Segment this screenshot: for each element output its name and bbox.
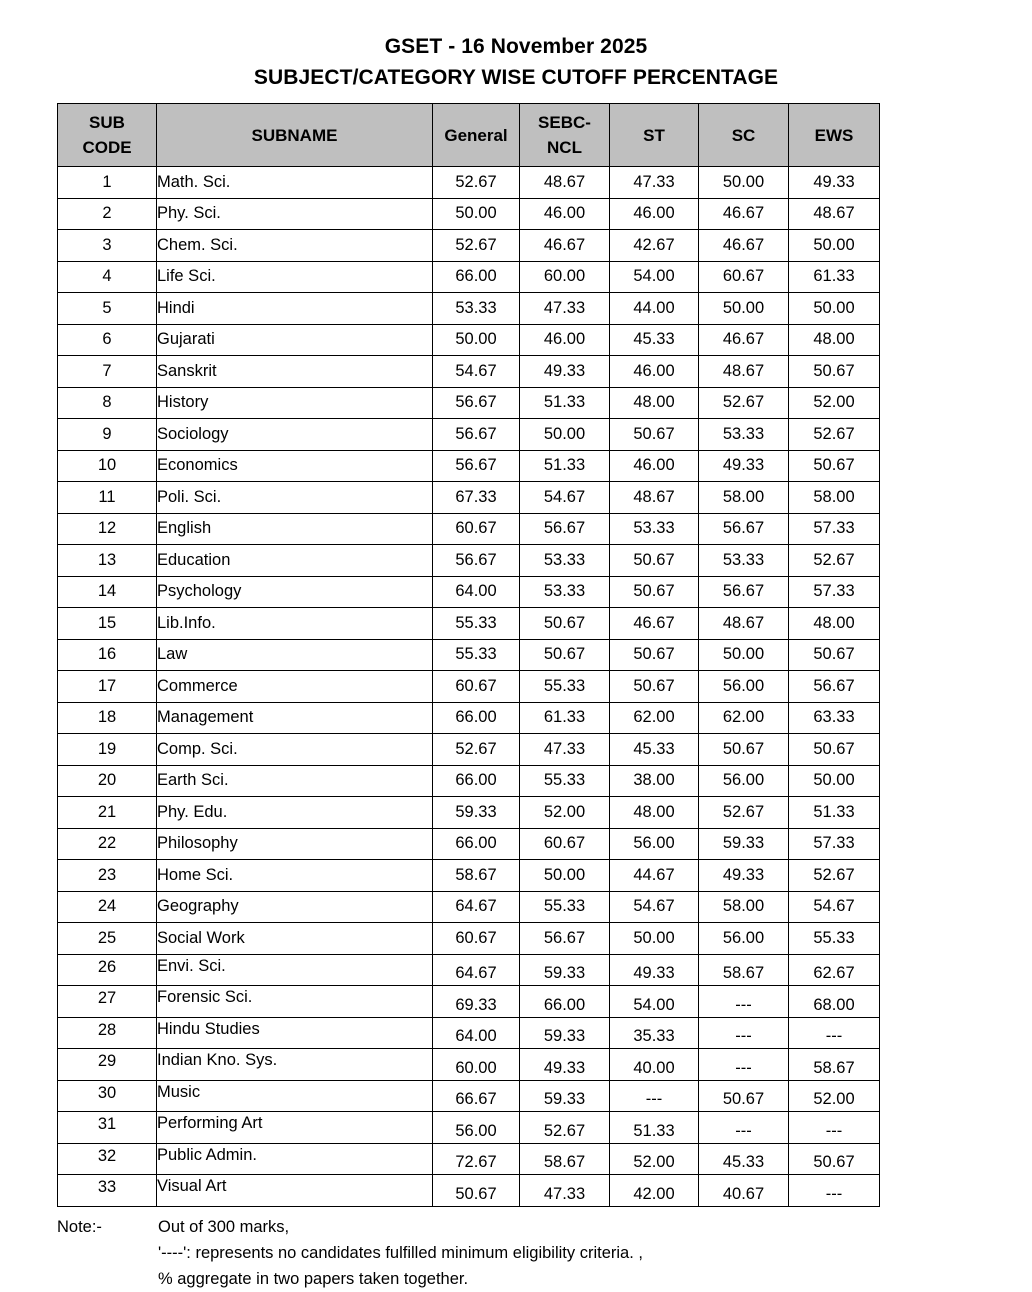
table-row (58, 167, 880, 199)
column-header-sebc-ncl-line2: NCL (547, 138, 582, 157)
cell-sub-code: 7 (58, 356, 157, 388)
cell-subname: Home Sci. (157, 860, 433, 892)
cell-general: 56.67 (433, 450, 520, 482)
page-title-subtitle: SUBJECT/CATEGORY WISE CUTOFF PERCENTAGE (253, 66, 779, 89)
table-header (58, 104, 880, 167)
cell-sub-code: 20 (58, 765, 157, 797)
table-row (58, 1175, 880, 1207)
cell-subname: Chem. Sci. (157, 230, 433, 262)
cell-sebc-ncl: 59.33 (520, 954, 610, 986)
cell-ews: 50.00 (789, 230, 880, 262)
table-row (58, 1080, 880, 1112)
cell-subname: Psychology (157, 576, 433, 608)
cell-sebc-ncl: 50.67 (520, 639, 610, 671)
note-text-marks: Out of 300 marks, (158, 1217, 290, 1236)
cell-sebc-ncl: 66.00 (520, 986, 610, 1018)
table-header-row (58, 104, 880, 167)
column-header-sebc-ncl-line1: SEBC- (538, 113, 591, 132)
cell-sc: 53.33 (699, 419, 789, 451)
cell-ews: 50.67 (789, 450, 880, 482)
cell-sebc-ncl: 60.00 (520, 261, 610, 293)
cell-ews: 57.33 (789, 513, 880, 545)
table-row (58, 797, 880, 829)
cell-sc: 46.67 (699, 324, 789, 356)
cell-sub-code: 27 (58, 986, 157, 1018)
cell-sc: 50.00 (699, 639, 789, 671)
cell-subname: History (157, 387, 433, 419)
cell-general: 67.33 (433, 482, 520, 514)
cell-ews: 54.67 (789, 891, 880, 923)
table-row (58, 1143, 880, 1175)
note-row (57, 1240, 957, 1266)
table-row (58, 324, 880, 356)
cell-sebc-ncl: 55.33 (520, 891, 610, 923)
cell-general: 55.33 (433, 639, 520, 671)
table-body (58, 167, 880, 1207)
cell-subname: Earth Sci. (157, 765, 433, 797)
cell-sc: 46.67 (699, 230, 789, 262)
cell-sebc-ncl: 55.33 (520, 671, 610, 703)
cell-sc: --- (699, 1112, 789, 1144)
cell-st: 53.33 (610, 513, 699, 545)
cell-sc: 49.33 (699, 450, 789, 482)
cell-st: 38.00 (610, 765, 699, 797)
table-row (58, 356, 880, 388)
cell-sub-code: 22 (58, 828, 157, 860)
cell-general: 50.00 (433, 324, 520, 356)
cell-sub-code: 16 (58, 639, 157, 671)
cell-ews: 57.33 (789, 828, 880, 860)
cell-sebc-ncl: 50.67 (520, 608, 610, 640)
cell-sc: 53.33 (699, 545, 789, 577)
cell-sub-code: 8 (58, 387, 157, 419)
cell-st: 52.00 (610, 1143, 699, 1175)
table-row (58, 923, 880, 955)
cell-general: 52.67 (433, 167, 520, 199)
table-row (58, 482, 880, 514)
notes-block (57, 1214, 957, 1292)
cell-sc: --- (699, 986, 789, 1018)
cell-sub-code: 31 (58, 1112, 157, 1144)
cell-st: 42.67 (610, 230, 699, 262)
note-row (57, 1214, 957, 1240)
cell-general: 64.67 (433, 891, 520, 923)
cell-ews: 58.67 (789, 1049, 880, 1081)
cell-st: 54.67 (610, 891, 699, 923)
cell-subname: Gujarati (157, 324, 433, 356)
cell-sebc-ncl: 60.67 (520, 828, 610, 860)
cell-sub-code: 26 (58, 954, 157, 986)
cell-ews: 52.00 (789, 1080, 880, 1112)
cell-sc: 49.33 (699, 860, 789, 892)
cell-st: 50.67 (610, 419, 699, 451)
cell-sub-code: 15 (58, 608, 157, 640)
cell-general: 56.67 (433, 545, 520, 577)
cell-general: 54.67 (433, 356, 520, 388)
cell-sebc-ncl: 55.33 (520, 765, 610, 797)
cell-general: 66.67 (433, 1080, 520, 1112)
cell-st: 45.33 (610, 734, 699, 766)
table-row (58, 1017, 880, 1049)
cell-general: 60.00 (433, 1049, 520, 1081)
cell-st: 62.00 (610, 702, 699, 734)
cell-sc: 56.00 (699, 765, 789, 797)
cell-subname: Math. Sci. (157, 167, 433, 199)
cell-sebc-ncl: 50.00 (520, 860, 610, 892)
cell-subname: Management (157, 702, 433, 734)
table-row (58, 450, 880, 482)
cell-subname: Hindu Studies (157, 1017, 433, 1049)
cell-general: 50.00 (433, 198, 520, 230)
cell-ews: 58.00 (789, 482, 880, 514)
cell-general: 56.67 (433, 387, 520, 419)
cell-subname: Poli. Sci. (157, 482, 433, 514)
cell-sebc-ncl: 52.00 (520, 797, 610, 829)
table-row (58, 419, 880, 451)
cell-st: 46.67 (610, 608, 699, 640)
cell-subname: English (157, 513, 433, 545)
cell-sc: 48.67 (699, 356, 789, 388)
cell-general: 50.67 (433, 1175, 520, 1207)
cell-general: 66.00 (433, 765, 520, 797)
cell-ews: 63.33 (789, 702, 880, 734)
cell-ews: 68.00 (789, 986, 880, 1018)
cell-general: 56.67 (433, 419, 520, 451)
cell-st: 35.33 (610, 1017, 699, 1049)
cell-subname: Social Work (157, 923, 433, 955)
cell-st: 46.00 (610, 198, 699, 230)
cell-sc: 50.00 (699, 167, 789, 199)
cell-ews: --- (789, 1175, 880, 1207)
cell-ews: 52.00 (789, 387, 880, 419)
cell-ews: --- (789, 1017, 880, 1049)
cell-sc: 56.67 (699, 513, 789, 545)
cell-general: 52.67 (433, 230, 520, 262)
cell-subname: Forensic Sci. (157, 986, 433, 1018)
cell-sc: 50.00 (699, 293, 789, 325)
cell-sebc-ncl: 46.00 (520, 324, 610, 356)
cell-subname: Lib.Info. (157, 608, 433, 640)
cell-subname: Geography (157, 891, 433, 923)
cell-st: 42.00 (610, 1175, 699, 1207)
cell-ews: 52.67 (789, 419, 880, 451)
cell-subname: Commerce (157, 671, 433, 703)
cell-general: 64.00 (433, 576, 520, 608)
cell-sub-code: 3 (58, 230, 157, 262)
cell-general: 64.00 (433, 1017, 520, 1049)
cell-sc: 59.33 (699, 828, 789, 860)
cell-st: 48.00 (610, 797, 699, 829)
cell-sebc-ncl: 59.33 (520, 1080, 610, 1112)
cell-sub-code: 21 (58, 797, 157, 829)
cell-sebc-ncl: 54.67 (520, 482, 610, 514)
cell-general: 69.33 (433, 986, 520, 1018)
cell-sc: 52.67 (699, 797, 789, 829)
cell-st: 54.00 (610, 261, 699, 293)
cell-sebc-ncl: 49.33 (520, 1049, 610, 1081)
cell-sub-code: 9 (58, 419, 157, 451)
cell-sc: 48.67 (699, 608, 789, 640)
cell-sc: 45.33 (699, 1143, 789, 1175)
column-header-sub-code (58, 104, 157, 167)
cell-sebc-ncl: 61.33 (520, 702, 610, 734)
table-row (58, 293, 880, 325)
note-text-aggregate: % aggregate in two papers taken together. (158, 1269, 469, 1288)
cell-st: 51.33 (610, 1112, 699, 1144)
cell-ews: 50.67 (789, 1143, 880, 1175)
cell-sub-code: 1 (58, 167, 157, 199)
cell-st: 47.33 (610, 167, 699, 199)
cell-general: 52.67 (433, 734, 520, 766)
cell-sebc-ncl: 49.33 (520, 356, 610, 388)
cell-sub-code: 12 (58, 513, 157, 545)
cell-sebc-ncl: 59.33 (520, 1017, 610, 1049)
cell-ews: 48.00 (789, 608, 880, 640)
cell-sub-code: 18 (58, 702, 157, 734)
table-row (58, 261, 880, 293)
cell-general: 64.67 (433, 954, 520, 986)
cell-sc: 50.67 (699, 1080, 789, 1112)
cell-ews: 51.33 (789, 797, 880, 829)
cell-st: 40.00 (610, 1049, 699, 1081)
cell-st: 50.67 (610, 545, 699, 577)
cell-general: 59.33 (433, 797, 520, 829)
column-header-sebc-ncl (520, 104, 610, 167)
cell-subname: Comp. Sci. (157, 734, 433, 766)
cell-subname: Envi. Sci. (157, 954, 433, 986)
cell-sc: 62.00 (699, 702, 789, 734)
cell-general: 56.00 (433, 1112, 520, 1144)
cell-subname: Phy. Sci. (157, 198, 433, 230)
table-row (58, 986, 880, 1018)
cell-sub-code: 14 (58, 576, 157, 608)
cell-general: 58.67 (433, 860, 520, 892)
cell-sebc-ncl: 56.67 (520, 923, 610, 955)
cell-subname: Life Sci. (157, 261, 433, 293)
cell-sebc-ncl: 50.00 (520, 419, 610, 451)
cell-ews: --- (789, 1112, 880, 1144)
cell-sc: 40.67 (699, 1175, 789, 1207)
cell-st: 48.67 (610, 482, 699, 514)
cell-sc: 56.67 (699, 576, 789, 608)
cell-sc: 50.67 (699, 734, 789, 766)
table-row (58, 671, 880, 703)
cell-st: 49.33 (610, 954, 699, 986)
cell-sc: 60.67 (699, 261, 789, 293)
cell-subname: Indian Kno. Sys. (157, 1049, 433, 1081)
cell-sub-code: 17 (58, 671, 157, 703)
cell-sebc-ncl: 48.67 (520, 167, 610, 199)
cell-sebc-ncl: 58.67 (520, 1143, 610, 1175)
table-row (58, 1112, 880, 1144)
table-row (58, 1049, 880, 1081)
cell-ews: 48.00 (789, 324, 880, 356)
column-header-st: ST (610, 104, 699, 167)
cell-st: 54.00 (610, 986, 699, 1018)
cell-sub-code: 25 (58, 923, 157, 955)
document-titles (0, 0, 1032, 92)
cell-sc: 56.00 (699, 923, 789, 955)
table-row (58, 702, 880, 734)
cell-sub-code: 33 (58, 1175, 157, 1207)
cutoff-table (57, 103, 880, 1207)
table-row (58, 545, 880, 577)
cell-ews: 50.67 (789, 734, 880, 766)
cell-sub-code: 30 (58, 1080, 157, 1112)
cell-st: 50.67 (610, 671, 699, 703)
table-row (58, 387, 880, 419)
table-row (58, 608, 880, 640)
cell-ews: 50.67 (789, 356, 880, 388)
cell-ews: 55.33 (789, 923, 880, 955)
table-row (58, 230, 880, 262)
cell-st: 48.00 (610, 387, 699, 419)
cell-subname: Law (157, 639, 433, 671)
cell-sub-code: 4 (58, 261, 157, 293)
cell-sebc-ncl: 52.67 (520, 1112, 610, 1144)
cell-general: 60.67 (433, 671, 520, 703)
table-row (58, 954, 880, 986)
cell-sebc-ncl: 46.67 (520, 230, 610, 262)
note-text-dashes: '----': represents no candidates fulfilled minimum eligibility criteria. , (158, 1243, 643, 1262)
cell-general: 72.67 (433, 1143, 520, 1175)
cutoff-table-wrapper (57, 103, 872, 1207)
cell-ews: 48.67 (789, 198, 880, 230)
cell-subname: Education (157, 545, 433, 577)
cell-sc: --- (699, 1049, 789, 1081)
table-row (58, 828, 880, 860)
column-header-general: General (433, 104, 520, 167)
cell-general: 66.00 (433, 828, 520, 860)
cell-sub-code: 2 (58, 198, 157, 230)
cell-subname: Philosophy (157, 828, 433, 860)
cell-sc: 52.67 (699, 387, 789, 419)
column-header-sub-code-line1: SUB (89, 113, 125, 132)
cell-sebc-ncl: 47.33 (520, 1175, 610, 1207)
cell-sebc-ncl: 53.33 (520, 576, 610, 608)
cell-subname: Sociology (157, 419, 433, 451)
cell-st: 46.00 (610, 356, 699, 388)
cell-sub-code: 6 (58, 324, 157, 356)
table-row (58, 734, 880, 766)
table-row (58, 576, 880, 608)
column-header-subname: SUBNAME (157, 104, 433, 167)
cell-sc: --- (699, 1017, 789, 1049)
cell-sub-code: 11 (58, 482, 157, 514)
cell-sc: 58.00 (699, 891, 789, 923)
cell-sc: 58.67 (699, 954, 789, 986)
note-label: Note:- (57, 1217, 102, 1236)
cell-sebc-ncl: 51.33 (520, 387, 610, 419)
cell-sub-code: 24 (58, 891, 157, 923)
table-row (58, 891, 880, 923)
cell-ews: 56.67 (789, 671, 880, 703)
cell-general: 66.00 (433, 261, 520, 293)
cell-st: 50.67 (610, 639, 699, 671)
cell-subname: Hindi (157, 293, 433, 325)
cell-subname: Economics (157, 450, 433, 482)
cell-ews: 49.33 (789, 167, 880, 199)
table-row (58, 639, 880, 671)
cell-general: 60.67 (433, 923, 520, 955)
note-row (57, 1266, 957, 1292)
cell-sebc-ncl: 51.33 (520, 450, 610, 482)
cell-subname: Phy. Edu. (157, 797, 433, 829)
cell-st: 45.33 (610, 324, 699, 356)
cell-ews: 50.67 (789, 639, 880, 671)
cell-ews: 52.67 (789, 545, 880, 577)
cell-sub-code: 5 (58, 293, 157, 325)
cell-sub-code: 29 (58, 1049, 157, 1081)
cell-sub-code: 28 (58, 1017, 157, 1049)
cell-sub-code: 13 (58, 545, 157, 577)
cell-sc: 58.00 (699, 482, 789, 514)
cell-subname: Visual Art (157, 1175, 433, 1207)
cell-subname: Music (157, 1080, 433, 1112)
cell-sub-code: 10 (58, 450, 157, 482)
cell-st: --- (610, 1080, 699, 1112)
cell-sub-code: 23 (58, 860, 157, 892)
cell-general: 55.33 (433, 608, 520, 640)
page-title-exam: GSET - 16 November 2025 (384, 35, 648, 58)
cell-general: 60.67 (433, 513, 520, 545)
cell-ews: 57.33 (789, 576, 880, 608)
table-row (58, 860, 880, 892)
cell-subname: Sanskrit (157, 356, 433, 388)
cell-sebc-ncl: 53.33 (520, 545, 610, 577)
cell-sebc-ncl: 47.33 (520, 734, 610, 766)
cell-sub-code: 32 (58, 1143, 157, 1175)
cell-sc: 56.00 (699, 671, 789, 703)
table-row (58, 198, 880, 230)
cell-ews: 50.00 (789, 765, 880, 797)
column-header-ews: EWS (789, 104, 880, 167)
cell-st: 50.00 (610, 923, 699, 955)
cell-st: 44.00 (610, 293, 699, 325)
cell-st: 46.00 (610, 450, 699, 482)
cell-sc: 46.67 (699, 198, 789, 230)
cell-sebc-ncl: 56.67 (520, 513, 610, 545)
cell-general: 66.00 (433, 702, 520, 734)
cell-ews: 61.33 (789, 261, 880, 293)
cell-st: 50.67 (610, 576, 699, 608)
cell-subname: Performing Art (157, 1112, 433, 1144)
column-header-sc: SC (699, 104, 789, 167)
cell-ews: 62.67 (789, 954, 880, 986)
column-header-sub-code-line2: CODE (82, 138, 132, 157)
cell-sub-code: 19 (58, 734, 157, 766)
table-row (58, 765, 880, 797)
cell-sebc-ncl: 46.00 (520, 198, 610, 230)
table-row (58, 513, 880, 545)
cell-st: 56.00 (610, 828, 699, 860)
cell-subname: Public Admin. (157, 1143, 433, 1175)
cell-general: 53.33 (433, 293, 520, 325)
cell-ews: 50.00 (789, 293, 880, 325)
cell-st: 44.67 (610, 860, 699, 892)
cell-ews: 52.67 (789, 860, 880, 892)
cell-sebc-ncl: 47.33 (520, 293, 610, 325)
